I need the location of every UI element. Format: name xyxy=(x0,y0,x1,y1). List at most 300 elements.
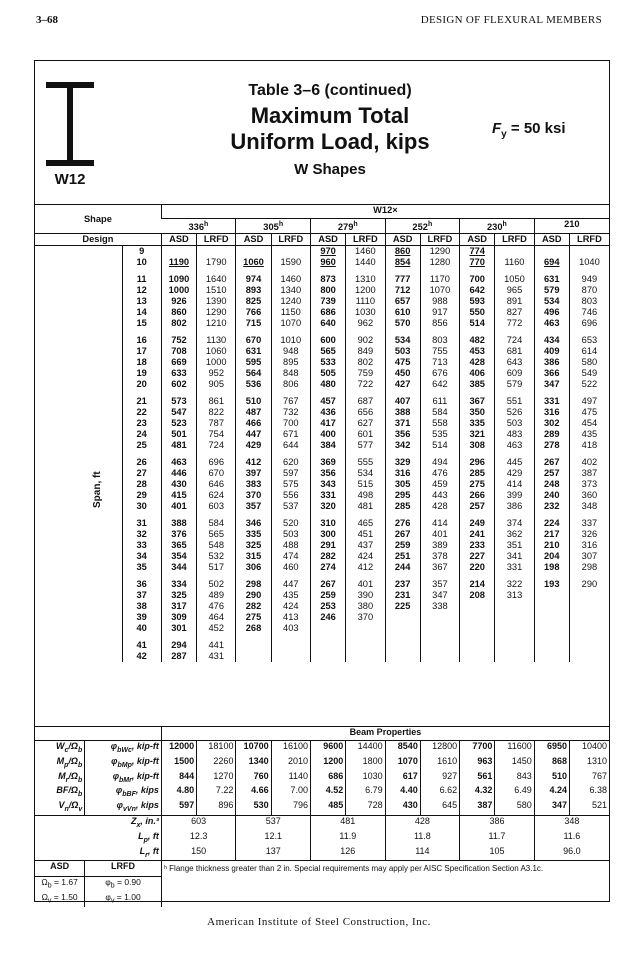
lrfd-value: 7.00 xyxy=(271,785,310,800)
lrfd-value: 962 xyxy=(346,318,385,329)
span-label-column xyxy=(35,540,122,551)
asd-value: 300 xyxy=(310,529,345,540)
table-row xyxy=(35,357,609,368)
span-label-column xyxy=(35,590,122,601)
span-label-column xyxy=(35,246,122,258)
flange-note: ʰ Flange thickness greater than 2 in. Special requirements may apply per AISC Specification Section A3.1c. xyxy=(161,861,609,907)
lrfd-value: 362 xyxy=(495,529,534,540)
asd-value: 547 xyxy=(161,407,196,418)
asd-value: 291 xyxy=(310,540,345,551)
span-label-column xyxy=(35,651,122,662)
span-label-column xyxy=(35,357,122,368)
lrfd-value: 700 xyxy=(271,418,310,429)
lrfd-value: 1290 xyxy=(197,307,236,318)
span-value: 24 xyxy=(122,429,161,440)
asd-value: 669 xyxy=(161,357,196,368)
lrfd-value: 671 xyxy=(271,429,310,440)
lrfd-value: 489 xyxy=(197,590,236,601)
lrfd-value xyxy=(569,651,609,662)
lrfd-value: 447 xyxy=(271,579,310,590)
asd-value xyxy=(534,651,569,662)
asd-value: 712 xyxy=(385,285,420,296)
span-value: 37 xyxy=(122,590,161,601)
asd-value: 963 xyxy=(460,756,495,771)
lrfd-value: 459 xyxy=(420,479,459,490)
span-label-column xyxy=(35,274,122,285)
lrfd-value: 414 xyxy=(420,518,459,529)
asd-value: 642 xyxy=(460,285,495,296)
asd-value: 436 xyxy=(310,407,345,418)
lrfd-value: 767 xyxy=(271,396,310,407)
asd-header: ASD xyxy=(534,234,569,246)
asd-value: 450 xyxy=(385,368,420,379)
lrfd-value: 435 xyxy=(569,429,609,440)
asd-value: 427 xyxy=(385,379,420,390)
asd-header: ASD xyxy=(236,234,271,246)
asd-value: 412 xyxy=(236,457,271,468)
lr-value: 126 xyxy=(311,846,386,861)
lrfd-value: 1440 xyxy=(346,257,385,268)
lrfd-value: 534 xyxy=(346,468,385,479)
asd-value: 686 xyxy=(310,307,345,318)
asd-value: 253 xyxy=(310,601,345,612)
lrfd-value: 1140 xyxy=(271,771,310,786)
table-row xyxy=(35,590,609,601)
asd-value: 259 xyxy=(310,590,345,601)
asd-property-label: $V_n/\Omega_v$ xyxy=(58,800,83,813)
asd-value: 1200 xyxy=(311,756,346,771)
span-value: 41 xyxy=(122,640,161,651)
asd-value: 1090 xyxy=(161,274,196,285)
asd-value: 248 xyxy=(534,479,569,490)
asd-value: 510 xyxy=(236,396,271,407)
asd-value: 1060 xyxy=(236,257,271,268)
lrfd-value: 1280 xyxy=(420,257,459,268)
lrfd-value xyxy=(495,640,534,651)
lrfd-value: 687 xyxy=(346,396,385,407)
asd-value: 347 xyxy=(534,379,569,390)
lrfd-value: 488 xyxy=(271,540,310,551)
asd-value: 970 xyxy=(310,246,345,258)
lrfd-value: 1310 xyxy=(346,274,385,285)
span-value: 21 xyxy=(122,396,161,407)
asd-value: 225 xyxy=(385,601,420,612)
span-label-column xyxy=(35,296,122,307)
asd-value: 246 xyxy=(310,612,345,623)
asd-value: 232 xyxy=(534,501,569,512)
lrfd-header: LRFD xyxy=(569,234,609,246)
asd-value: 657 xyxy=(385,296,420,307)
lrfd-header: LRFD xyxy=(271,234,310,246)
lrfd-value xyxy=(495,612,534,623)
asd-value: 298 xyxy=(236,579,271,590)
asd-value: 434 xyxy=(534,335,569,346)
asd-value: 316 xyxy=(534,407,569,418)
asd-value: 429 xyxy=(236,440,271,451)
asd-value: 354 xyxy=(161,551,196,562)
asd-value: 617 xyxy=(385,771,420,786)
lrfd-value: 418 xyxy=(569,440,609,451)
lrfd-value: 1070 xyxy=(271,318,310,329)
lrfd-value xyxy=(271,246,310,258)
asd-header: ASD xyxy=(460,234,495,246)
weight-header-305: 305$^h$ xyxy=(236,219,311,234)
lrfd-value: 558 xyxy=(420,418,459,429)
table-row xyxy=(35,429,609,440)
lrfd-value: 389 xyxy=(420,540,459,551)
table-row xyxy=(35,246,609,258)
asd-value: 860 xyxy=(385,246,420,258)
lrfd-value: 1790 xyxy=(197,257,236,268)
lrfd-value: 1110 xyxy=(346,296,385,307)
span-value: 20 xyxy=(122,379,161,390)
lrfd-value: 1070 xyxy=(420,285,459,296)
asd-value: 4.66 xyxy=(236,785,271,800)
lrfd-value: 522 xyxy=(569,379,609,390)
lrfd-value: 949 xyxy=(569,274,609,285)
asd-header: ASD xyxy=(161,234,196,246)
property-row xyxy=(35,771,609,786)
asd-value: 383 xyxy=(236,479,271,490)
asd-value: 290 xyxy=(236,590,271,601)
omega-b: $\Omega_b = 1.67$ xyxy=(35,877,85,892)
asd-value: 267 xyxy=(310,579,345,590)
table-row xyxy=(35,623,609,634)
asd-value: 600 xyxy=(310,335,345,346)
geometry-row xyxy=(35,815,609,830)
lrfd-value: 307 xyxy=(569,551,609,562)
asd-value: 536 xyxy=(236,379,271,390)
lrfd-value: 1010 xyxy=(271,335,310,346)
zx-value: 428 xyxy=(385,815,460,830)
asd-value: 715 xyxy=(236,318,271,329)
table-row xyxy=(35,396,609,407)
lrfd-value: 948 xyxy=(271,346,310,357)
asd-value xyxy=(460,651,495,662)
lrfd-value: 803 xyxy=(569,296,609,307)
lrfd-value: 326 xyxy=(569,529,609,540)
lrfd-value: 460 xyxy=(271,562,310,573)
asd-value: 430 xyxy=(161,479,196,490)
lrfd-value: 1460 xyxy=(346,246,385,258)
asd-value xyxy=(236,640,271,651)
lrfd-value: 348 xyxy=(569,501,609,512)
asd-value: 579 xyxy=(534,285,569,296)
lrfd-value: 848 xyxy=(271,368,310,379)
lrfd-value: 643 xyxy=(495,357,534,368)
asd-value: 752 xyxy=(161,335,196,346)
asd-value: 4.52 xyxy=(311,785,346,800)
lrfd-value: 1510 xyxy=(197,285,236,296)
lrfd-value: 724 xyxy=(495,335,534,346)
lrfd-value: 614 xyxy=(569,346,609,357)
zx-value: 537 xyxy=(236,815,311,830)
table-row xyxy=(35,468,609,479)
asd-value xyxy=(310,651,345,662)
lrfd-value xyxy=(420,651,459,662)
span-value: 25 xyxy=(122,440,161,451)
asd-value: 214 xyxy=(460,579,495,590)
span-label-column xyxy=(35,368,122,379)
asd-value: 409 xyxy=(534,346,569,357)
lrfd-value: 646 xyxy=(197,479,236,490)
asd-value: 4.40 xyxy=(385,785,420,800)
asd-value: 670 xyxy=(236,335,271,346)
table-row xyxy=(35,274,609,285)
lrfd-value: 14400 xyxy=(346,741,385,756)
span-label-column xyxy=(35,579,122,590)
asd-value: 926 xyxy=(161,296,196,307)
table-row xyxy=(35,457,609,468)
asd-value xyxy=(460,612,495,623)
asd-value: 316 xyxy=(385,468,420,479)
asd-value: 370 xyxy=(236,490,271,501)
asd-value xyxy=(534,590,569,601)
lrfd-value: 520 xyxy=(271,518,310,529)
span-label-column xyxy=(35,396,122,407)
asd-value: 346 xyxy=(236,518,271,529)
asd-value: 593 xyxy=(460,296,495,307)
lrfd-value xyxy=(569,623,609,634)
asd-value: 466 xyxy=(236,418,271,429)
table-row xyxy=(35,346,609,357)
asd-value: 217 xyxy=(534,529,569,540)
table-row xyxy=(35,501,609,512)
table-row xyxy=(35,368,609,379)
lrfd-property-label: $\varphi_{bMp}$, kip-ft xyxy=(85,756,162,771)
asd-value: 259 xyxy=(385,540,420,551)
asd-value: 331 xyxy=(534,396,569,407)
lrfd-value: 403 xyxy=(271,623,310,634)
asd-value: 475 xyxy=(385,357,420,368)
table-row xyxy=(35,440,609,451)
lrfd-value xyxy=(569,601,609,612)
span-label-column xyxy=(35,429,122,440)
asd-value: 305 xyxy=(385,479,420,490)
span-label-column xyxy=(35,307,122,318)
span-value: 35 xyxy=(122,562,161,573)
lrfd-value: 759 xyxy=(346,368,385,379)
asd-value xyxy=(534,640,569,651)
asd-value: 282 xyxy=(310,551,345,562)
weight-header-252: 252$^h$ xyxy=(385,219,460,234)
asd-value: 1190 xyxy=(161,257,196,268)
asd-value: 694 xyxy=(534,257,569,268)
lrfd-value: 802 xyxy=(346,357,385,368)
span-label-column xyxy=(35,468,122,479)
asd-value: 844 xyxy=(161,771,196,786)
asd-value: 1070 xyxy=(385,756,420,771)
asd-value: 407 xyxy=(385,396,420,407)
lp-value: 11.6 xyxy=(534,831,609,846)
lrfd-value xyxy=(495,601,534,612)
lrfd-value: 827 xyxy=(495,307,534,318)
zx-value: 348 xyxy=(534,815,609,830)
lrfd-value: 2260 xyxy=(197,756,236,771)
asd-value: 573 xyxy=(161,396,196,407)
lrfd-value: 597 xyxy=(271,468,310,479)
asd-value: 564 xyxy=(236,368,271,379)
asd-value: 415 xyxy=(161,490,196,501)
lrfd-value: 645 xyxy=(420,800,459,815)
lrfd-value: 896 xyxy=(197,800,236,815)
asd-value: 8540 xyxy=(385,741,420,756)
asd-property-label: $W_c/\Omega_b$ xyxy=(56,741,83,754)
span-value: 22 xyxy=(122,407,161,418)
span-label-column xyxy=(35,501,122,512)
lrfd-value: 549 xyxy=(569,368,609,379)
yield-strength: $F_y = 50$ ksi xyxy=(492,120,566,140)
asd-value: 267 xyxy=(385,529,420,540)
lrfd-value: 601 xyxy=(346,429,385,440)
span-label-column xyxy=(35,612,122,623)
asd-value xyxy=(385,651,420,662)
lrfd-value: 620 xyxy=(271,457,310,468)
asd-value: 387 xyxy=(460,800,495,815)
asd-value: 510 xyxy=(534,771,569,786)
asd-value: 371 xyxy=(385,418,420,429)
lrfd-value: 577 xyxy=(346,440,385,451)
lrfd-header: LRFD xyxy=(346,234,385,246)
asd-value: 356 xyxy=(385,429,420,440)
table-row xyxy=(35,307,609,318)
asd-value: 308 xyxy=(460,440,495,451)
asd-value: 237 xyxy=(385,579,420,590)
asd-value: 868 xyxy=(534,756,569,771)
lrfd-value: 1150 xyxy=(271,307,310,318)
asd-value: 4.24 xyxy=(534,785,569,800)
asd-value: 12000 xyxy=(161,741,196,756)
asd-value: 514 xyxy=(460,318,495,329)
lrfd-value: 11600 xyxy=(495,741,534,756)
span-label-column xyxy=(35,440,122,451)
lrfd-value: 316 xyxy=(569,540,609,551)
lrfd-value: 494 xyxy=(420,457,459,468)
asd-value: 496 xyxy=(534,307,569,318)
table-row xyxy=(35,379,609,390)
asd-value: 306 xyxy=(236,562,271,573)
lrfd-value: 313 xyxy=(495,590,534,601)
lrfd-value: 526 xyxy=(495,407,534,418)
asd-value: 204 xyxy=(534,551,569,562)
span-value: 14 xyxy=(122,307,161,318)
asd-value: 523 xyxy=(161,418,196,429)
asd-value: 401 xyxy=(161,501,196,512)
lrfd-value xyxy=(569,640,609,651)
asd-value: 631 xyxy=(236,346,271,357)
asd-value: 257 xyxy=(460,501,495,512)
lrfd-value: 927 xyxy=(420,771,459,786)
asd-value xyxy=(534,623,569,634)
asd-value: 777 xyxy=(385,274,420,285)
lrfd-value: 390 xyxy=(346,590,385,601)
lrfd-value: 603 xyxy=(197,501,236,512)
lrfd-value: 6.38 xyxy=(569,785,609,800)
lrfd-value: 357 xyxy=(420,579,459,590)
lrfd-value: 965 xyxy=(495,285,534,296)
shape-group-header: W12× xyxy=(161,205,609,219)
asd-value: 1500 xyxy=(161,756,196,771)
asd-value: 285 xyxy=(460,468,495,479)
span-label-column xyxy=(35,551,122,562)
span-value: 29 xyxy=(122,490,161,501)
lrfd-value: 754 xyxy=(197,429,236,440)
lrfd-value: 580 xyxy=(495,800,534,815)
asd-value: 267 xyxy=(534,457,569,468)
span-value: 18 xyxy=(122,357,161,368)
shape-header: Shape xyxy=(35,205,161,234)
asd-value: 487 xyxy=(236,407,271,418)
asd-value: 770 xyxy=(460,257,495,268)
lrfd-value: 380 xyxy=(346,601,385,612)
lp-label: $L_p$, ft xyxy=(138,830,159,844)
asd-value: 6950 xyxy=(534,741,569,756)
asd-value: 446 xyxy=(161,468,196,479)
asd-value: 251 xyxy=(385,551,420,562)
lrfd-value: 445 xyxy=(495,457,534,468)
asd-value: 974 xyxy=(236,274,271,285)
lrfd-value: 337 xyxy=(569,518,609,529)
asd-value: 463 xyxy=(161,457,196,468)
span-label-column xyxy=(35,418,122,429)
lrfd-value xyxy=(420,612,459,623)
lrfd-value: 1200 xyxy=(346,285,385,296)
lrfd-property-label: $\varphi_{vVn}$, kips xyxy=(85,800,162,815)
asd-value: 366 xyxy=(534,368,569,379)
lrfd-value: 537 xyxy=(271,501,310,512)
lrfd-value: 373 xyxy=(569,479,609,490)
lrfd-value: 402 xyxy=(569,457,609,468)
lrfd-header: LRFD xyxy=(420,234,459,246)
asd-value: 276 xyxy=(385,518,420,529)
lrfd-value: 1640 xyxy=(197,274,236,285)
zx-value: 481 xyxy=(311,815,386,830)
lrfd-value: 338 xyxy=(420,601,459,612)
property-row xyxy=(35,756,609,771)
property-row xyxy=(35,800,609,815)
lrfd-value: 6.79 xyxy=(346,785,385,800)
lrfd-value: 1000 xyxy=(197,357,236,368)
asd-value: 342 xyxy=(385,440,420,451)
asd-value: 309 xyxy=(161,612,196,623)
asd-value: 481 xyxy=(161,440,196,451)
lrfd-value: 1030 xyxy=(346,771,385,786)
table-row xyxy=(35,407,609,418)
asd-value: 220 xyxy=(460,562,495,573)
lrfd-value: 575 xyxy=(271,479,310,490)
asd-value: 347 xyxy=(534,800,569,815)
lrfd-value: 1460 xyxy=(271,274,310,285)
lrfd-value: 1610 xyxy=(420,756,459,771)
lrfd-value: 428 xyxy=(420,501,459,512)
lrfd-value: 584 xyxy=(420,407,459,418)
asd-value: 331 xyxy=(310,490,345,501)
lrfd-value: 18100 xyxy=(197,741,236,756)
lrfd-value: 347 xyxy=(420,590,459,601)
asd-value: 4.32 xyxy=(460,785,495,800)
lrfd-value: 895 xyxy=(271,357,310,368)
lrfd-value: 653 xyxy=(569,335,609,346)
asd-value: 335 xyxy=(236,529,271,540)
lrfd-value: 6.62 xyxy=(420,785,459,800)
asd-value: 530 xyxy=(236,800,271,815)
phi-v: $\varphi_v = 1.00$ xyxy=(85,892,162,907)
lrfd-value: 503 xyxy=(271,529,310,540)
asd-value: 447 xyxy=(236,429,271,440)
lrfd-value: 822 xyxy=(197,407,236,418)
lrfd-value: 424 xyxy=(346,551,385,562)
lrfd-value: 905 xyxy=(197,379,236,390)
